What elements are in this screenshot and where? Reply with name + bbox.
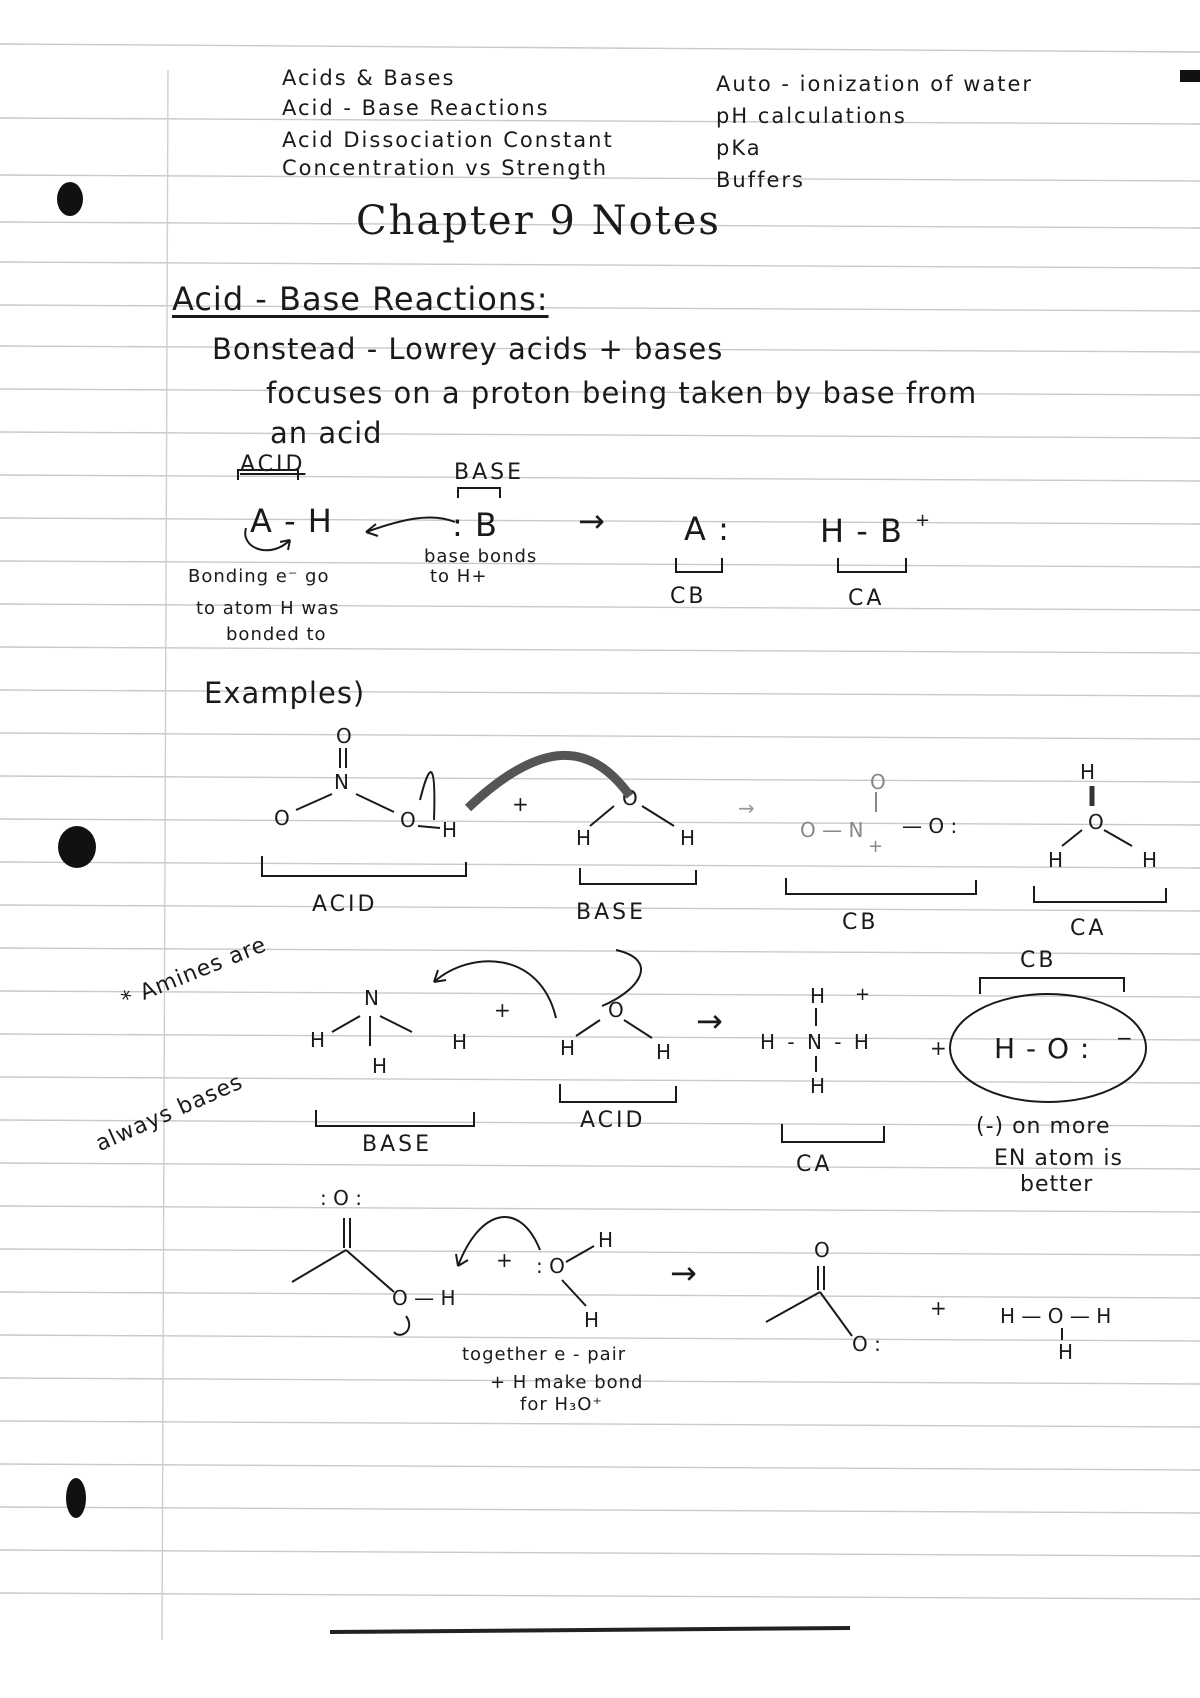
atom-label: H [584,1308,600,1332]
atom-label: H [560,1036,576,1060]
topic-item: pKa [716,136,762,160]
note-text: (-) on more [976,1114,1111,1139]
atom-label: H [680,826,696,850]
plus-sign: + [494,998,511,1022]
note-text: together e - pair [462,1344,627,1365]
atom-label: H [810,984,826,1008]
atom-label: O [870,770,886,794]
atom-label: H [1058,1340,1074,1364]
ca-label: CA [796,1152,833,1177]
conjugate-acid: H - B [820,512,903,550]
examples-heading: Examples) [204,676,366,710]
note-text: Bonding e⁻ go [188,566,330,587]
atom-label: O : [852,1332,881,1356]
bullet-continuation: an acid [270,416,383,450]
reaction-arrow: → [670,1254,698,1292]
atom-label: H [598,1228,614,1252]
plus-sign: + [930,1036,947,1060]
acid-formula: A - H [250,502,333,540]
topic-item: Acids & Bases [282,66,456,90]
charge-label: − [1116,1026,1133,1050]
note-text: for H₃O⁺ [520,1394,603,1415]
atom-label: O [400,808,416,832]
base-label: BASE [576,900,647,925]
base-label: BASE [362,1132,433,1157]
section-heading: Acid - Base Reactions: [172,280,549,318]
note-text: to atom H was [196,598,340,619]
atom-label: H — O — H [1000,1304,1112,1328]
side-note: * Amines are [118,932,271,1014]
topic-item: pH calculations [716,104,907,128]
atom-label: : O : [320,1186,362,1210]
atom-label: O [622,786,638,810]
topic-item: Buffers [716,168,805,192]
plus-sign: + [496,1248,513,1272]
atom-label: H [656,1040,672,1064]
topic-item: Acid - Base Reactions [282,96,550,120]
atom-label: H - O : [994,1032,1091,1065]
atom-label: H [1142,848,1158,872]
atom-label: H [452,1030,468,1054]
side-note: always bases [92,1069,247,1157]
atom-label: H [1080,760,1096,784]
atom-label: H [442,818,458,842]
atom-label: H [810,1074,826,1098]
atom-label: O [274,806,290,830]
note-text: EN atom is [994,1146,1123,1171]
note-text: to H+ [430,566,488,587]
reaction-arrow: → [738,796,755,820]
atom-label: O — N [800,818,864,842]
atom-label: O [336,724,352,748]
atom-label: H - N - H [760,1030,872,1054]
atom-label: O [814,1238,830,1262]
note-text: base bonds [424,546,538,567]
atom-label: N [334,770,349,794]
atom-label: O [1088,810,1104,834]
bullet-point: Bonstead - Lowrey acids + bases [212,332,724,366]
atom-label: O — H [392,1286,456,1310]
atom-label: — O : [902,814,958,838]
cb-label: CB [1020,948,1057,973]
reaction-arrow: → [696,1002,724,1040]
topic-item: Concentration vs Strength [282,156,609,180]
plus-sign: + [512,792,529,816]
note-text: better [1020,1172,1094,1197]
note-text: bonded to [226,624,327,645]
base-label: BASE [454,460,525,485]
reaction-arrow: → [578,502,606,540]
atom-label: O [608,998,624,1022]
ca-label: CA [1070,916,1107,941]
topic-item: Acid Dissociation Constant [282,128,614,152]
atom-label: H [576,826,592,850]
atom-label: : O [536,1254,565,1278]
charge-label: + [855,984,872,1005]
acid-label: ACID [580,1108,646,1133]
page-title: Chapter 9 Notes [356,198,721,244]
base-formula: : B [452,506,498,544]
atom-label: H [1048,848,1064,872]
charge-label: + [868,836,885,857]
cb-label: CB [670,584,707,609]
conjugate-base: A : [684,510,730,548]
acid-label: ACID [240,452,306,477]
note-text: + H make bond [490,1372,644,1393]
charge-label: + [915,510,932,531]
cb-label: CB [842,910,879,935]
plus-sign: + [930,1296,947,1320]
bullet-point: focuses on a proton being taken by base from [266,376,978,410]
acid-label: ACID [312,892,378,917]
ca-label: CA [848,586,885,611]
atom-label: H [310,1028,326,1052]
atom-label: H [372,1054,388,1078]
topic-item: Auto - ionization of water [716,72,1034,96]
atom-label: N [364,986,379,1010]
